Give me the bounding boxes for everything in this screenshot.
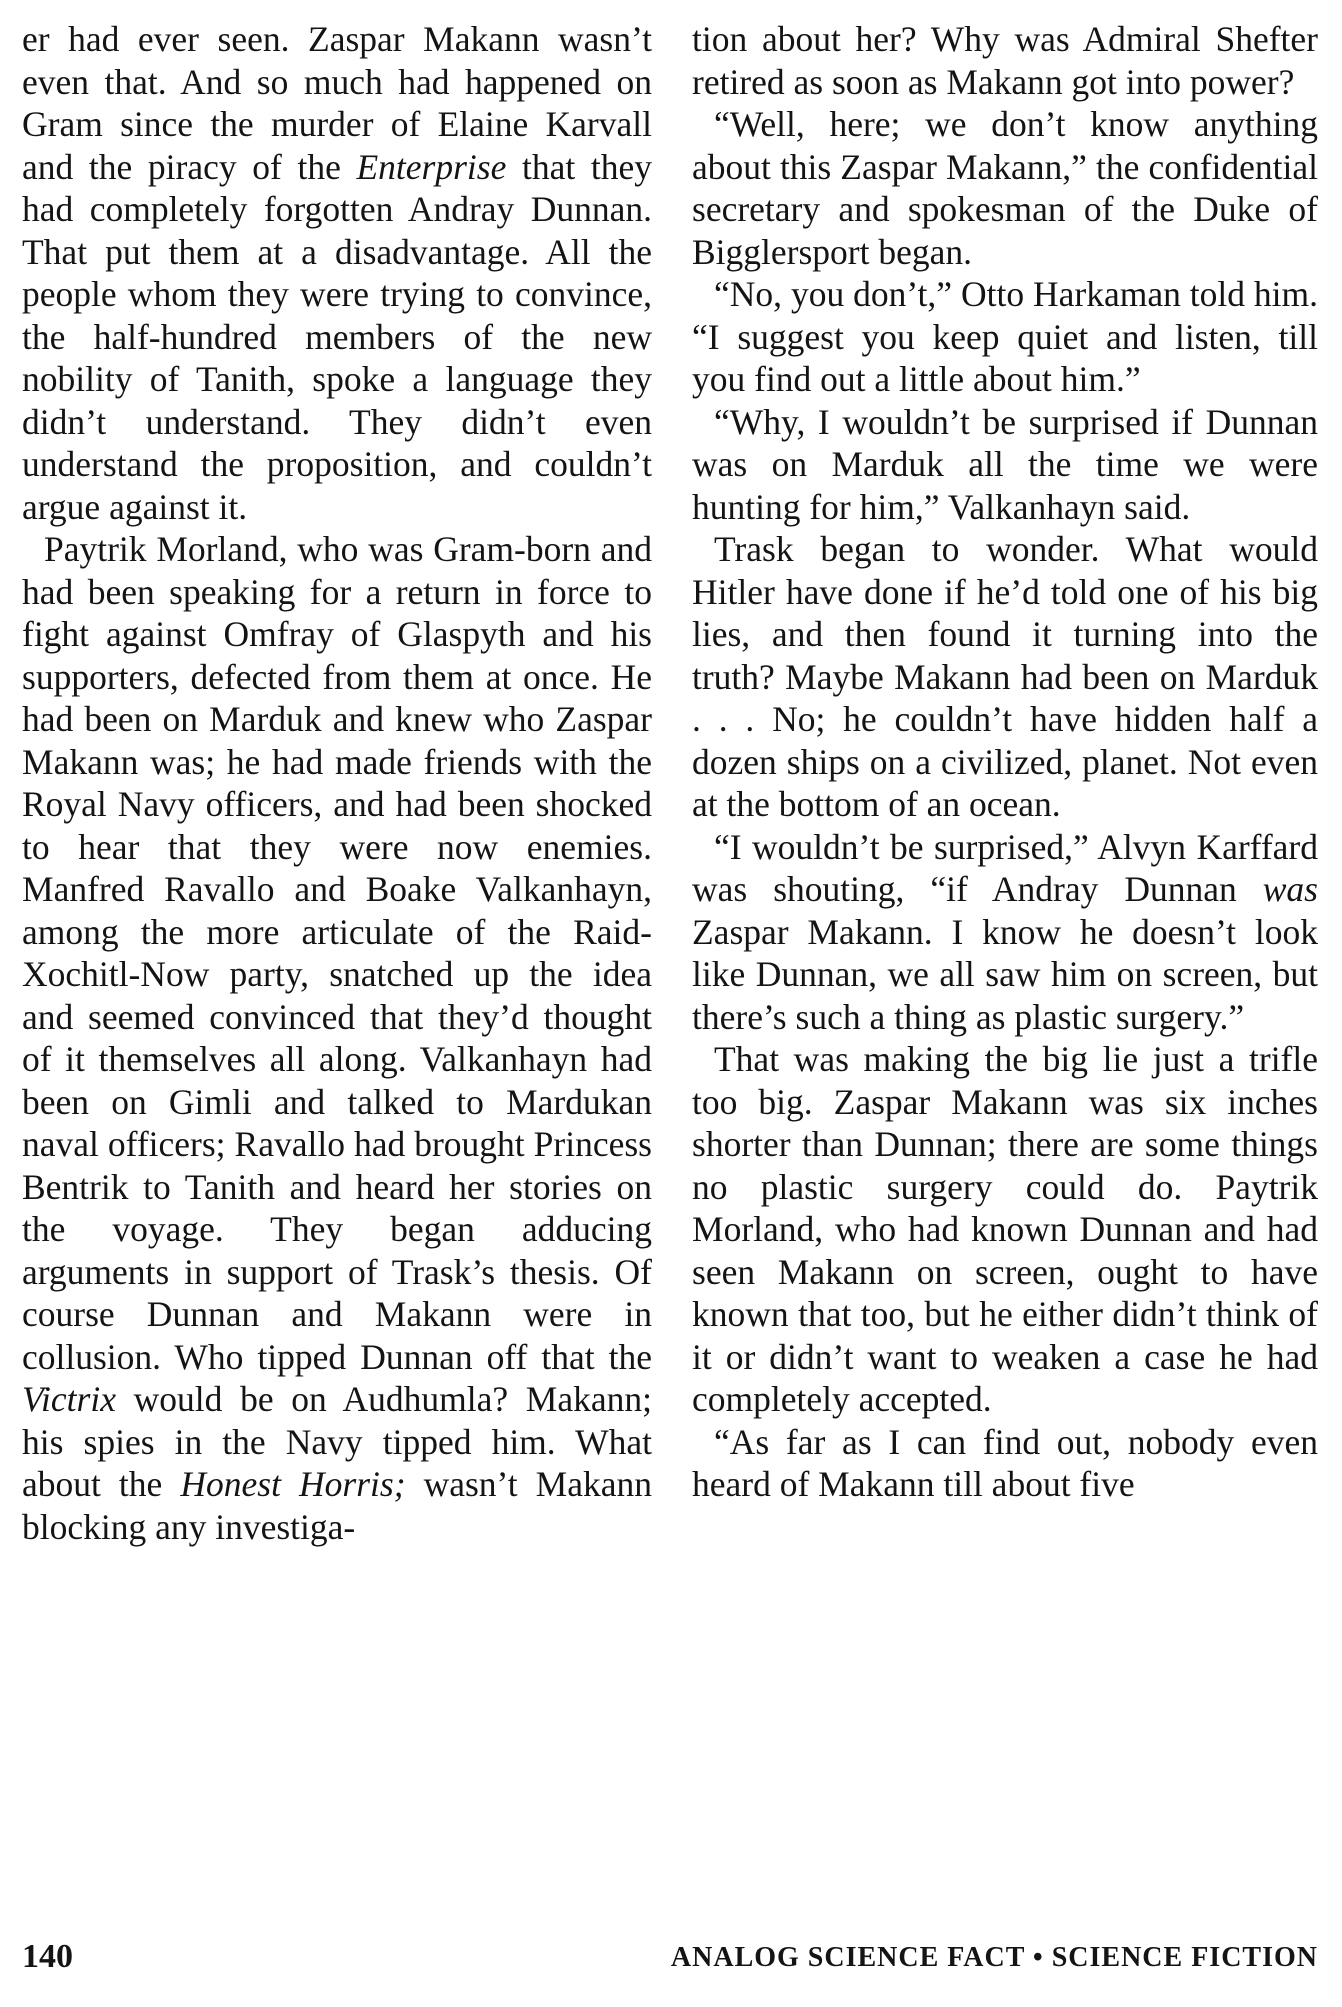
text-run: er had ever seen. Zaspar Makann wasn’t even that. And so much had happened on Gram since the murder of Elaine Karvall and the piracy of the <box>22 19 652 187</box>
paragraph <box>22 18 652 528</box>
paragraph: “As far as I can find out, nobody even heard of Makann till about five <box>692 1421 1318 1504</box>
page-number: 140 <box>22 1938 73 1975</box>
text-run: would be on Audhumla? Makann; his spies in the Navy tipped him. What about the <box>22 1379 652 1504</box>
paragraph: “Why, I wouldn’t be surprised if Dunnan was on Marduk all the time we were hunting for him,” Valkanhayn said. <box>692 401 1318 527</box>
running-head: ANALOG SCIENCE FACT • SCIENCE FICTION <box>670 1942 1318 1973</box>
paragraph: tion about her? Why was Admiral Shefter retired as soon as Makann got into power? <box>692 19 1318 102</box>
paragraph: “Well, here; we don’t know anything about this Zaspar Makann,” the confidential secretary and spokesman of the Duke of Bigglersport began. <box>692 104 1318 272</box>
ship-name: Victrix <box>22 1379 116 1419</box>
text-run: Paytrik Morland, who was Gram-born and had been speaking for a return in force to fight against Omfray of Glaspyth and his supporters, defected from them at once. He had been on Marduk and knew who Zaspar Makann was; he had made friends with the Royal Navy officers, and had been shocked to hear that they were now enemies. Manfred Ravallo and Boake Valkanhayn, among the more articulate of the Raid-Xochitl-Now party, snatched up the idea and seemed convinced that they’d thought of it themselves all along. Valkanhayn had been on Gimli and talked to Mardukan naval officers; Ravallo had brought Princess Bentrik to Tanith and heard her stories on the voyage. They began adducing arguments in support of Trask’s thesis. Of course Dunnan and Makann were in collusion. Who tipped Dunnan off that the <box>22 529 652 1377</box>
emphasis: was <box>1262 869 1318 909</box>
page-footer <box>22 1938 1318 1988</box>
text-run: Zaspar Makann. I know he doesn’t look like Dunnan, we all saw him on screen, but there’s such a thing as plastic surgery.” <box>692 911 1318 1037</box>
right-column <box>692 18 1318 1506</box>
ship-name: Honest Horris; <box>180 1464 406 1504</box>
paragraph: That was making the big lie just a trifle too big. Zaspar Makann was six inches shorter than Dunnan; there are some things no plastic surgery could do. Paytrik Morland, who had known Dunnan and had seen Makann on screen, ought to have known that too, but he either didn’t think of it or didn’t want to weaken a case he had completely accepted. <box>692 1039 1318 1419</box>
text-run: wasn’t Makann blocking any investiga- <box>22 1464 652 1547</box>
paragraph <box>22 528 652 1548</box>
ship-name: Enterprise <box>356 146 507 187</box>
paragraph: “No, you don’t,” Otto Harkaman told him. “I suggest you keep quiet and listen, till you find out a little about him.” <box>692 274 1318 399</box>
paragraph: Trask began to wonder. What would Hitler have done if he’d told one of his big lies, and then found it turning into the truth? Maybe Makann had been on Marduk . . . No; he couldn’t have hidden half a dozen ships on a civilized, planet. Not even at the bottom of an ocean. <box>692 529 1318 824</box>
paragraph <box>692 826 1318 1039</box>
text-run: “I wouldn’t be surprised,” Alvyn Karffard was shouting, “if Andray Dunnan <box>692 826 1318 909</box>
left-column <box>22 18 652 1548</box>
text-run: that they had completely forgotten Andray Dunnan. That put them at a disadvantage. All the people whom they were trying to convince, the half-hundred members of the new nobility of Tanith, spoke a language they didn’t understand. They didn’t even understand the proposition, and couldn’t argue against it. <box>22 146 652 527</box>
